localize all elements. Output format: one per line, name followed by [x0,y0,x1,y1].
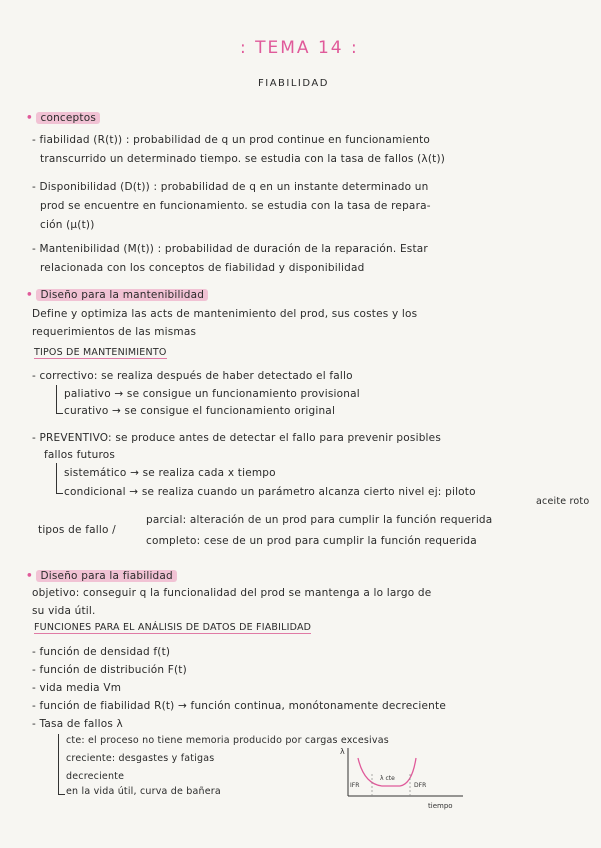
bathtub-curve-diagram [338,744,468,814]
tipos-fallo-label: tipos de fallo / [38,524,116,536]
preventivo-line-1: - PREVENTIVO: se produce antes de detectar el fallo para prevenir posibles [32,432,442,444]
section-conceptos [26,112,100,124]
section-heading: conceptos [36,112,100,124]
mantenibilidad-line-1: - Mantenibilidad (M(t)) : probabilidad de duración de la reparación. Estar [32,243,428,255]
graph-cte-label: λ cte [380,775,395,782]
mant-def-line-2: requerimientos de las mismas [32,326,197,338]
fallo-completo-line: completo: cese de un prod para cumplir la función requerida [146,535,477,547]
graph-dfr-label: DFR [414,782,427,789]
fallo-parcial-line: parcial: alteración de un prod para cumplir la función requerida [146,514,493,526]
bracket-preventivo [56,463,63,494]
page-subtitle: FIABILIDAD [258,78,329,89]
condicional-line: condicional → se realiza cuando un parámetro alcanza cierto nivel ej: piloto [64,486,476,498]
vida-media: - vida media Vm [32,682,122,694]
tasa-decreciente: decreciente [66,771,125,782]
bracket-tasa-fallos [58,734,65,795]
fiab-objetivo-line-1: objetivo: conseguir q la funcionalidad del prod se mantenga a lo largo de [32,587,432,599]
bullet-icon: • [26,112,33,124]
page-title: : TEMA 14 : [240,38,359,58]
sistematico-line: sistemático → se realiza cada x tiempo [64,467,276,479]
paliativo-line: paliativo → se consigue un funcionamiento provisional [64,388,360,400]
section-heading: Diseño para la mantenibilidad [36,289,208,301]
tasa-banera: en la vida útil, curva de bañera [66,786,221,797]
tasa-creciente: creciente: desgastes y fatigas [66,753,215,764]
graph-x-label: tiempo [428,802,453,810]
section-mantenibilidad [26,289,208,301]
graph-ifr-label: IFR [350,782,360,789]
fiabilidad-line-2: transcurrido un determinado tiempo. se estudia con la tasa de fallos (λ(t)) [40,153,446,165]
bullet-icon: • [26,289,33,301]
funcion-distribucion: - función de distribución F(t) [32,664,187,676]
mantenibilidad-line-2: relacionada con los conceptos de fiabilidad y disponibilidad [40,262,365,274]
tasa-fallos: - Tasa de fallos λ [32,718,123,730]
bracket-correctivo [56,385,63,414]
fiabilidad-line-1: - fiabilidad (R(t)) : probabilidad de q un prod continue en funcionamiento [32,134,431,146]
section-fiabilidad [26,570,177,582]
disponibilidad-line-1: - Disponibilidad (D(t)) : probabilidad de q en un instante determinado un [32,181,429,193]
section-heading: Diseño para la fiabilidad [36,570,176,582]
graph-y-label: λ [340,747,345,756]
correctivo-line: - correctivo: se realiza después de haber detectado el fallo [32,370,353,382]
disponibilidad-line-2: prod se encuentre en funcionamiento. se estudia con la tasa de repara- [40,200,431,212]
tasa-cte: cte: el proceso no tiene memoria producido por cargas excesivas [66,735,389,746]
bullet-icon: • [26,570,33,582]
condicional-note: aceite roto [536,496,590,507]
funcion-densidad: - función de densidad f(t) [32,646,171,658]
funciones-heading: FUNCIONES PARA EL ANÁLISIS DE DATOS DE FIABILIDAD [34,622,312,633]
preventivo-line-2: fallos futuros [44,449,116,461]
tipos-mantenimiento-heading: TIPOS DE MANTENIMIENTO [34,347,167,358]
mant-def-line-1: Define y optimiza las acts de mantenimiento del prod, sus costes y los [32,308,418,320]
curativo-line: curativo → se consigue el funcionamiento original [64,405,336,417]
disponibilidad-line-3: ción (μ(t)) [40,219,95,231]
fiab-objetivo-line-2: su vida útil. [32,605,96,617]
funcion-fiabilidad: - función de fiabilidad R(t) → función continua, monótonamente decreciente [32,700,447,712]
